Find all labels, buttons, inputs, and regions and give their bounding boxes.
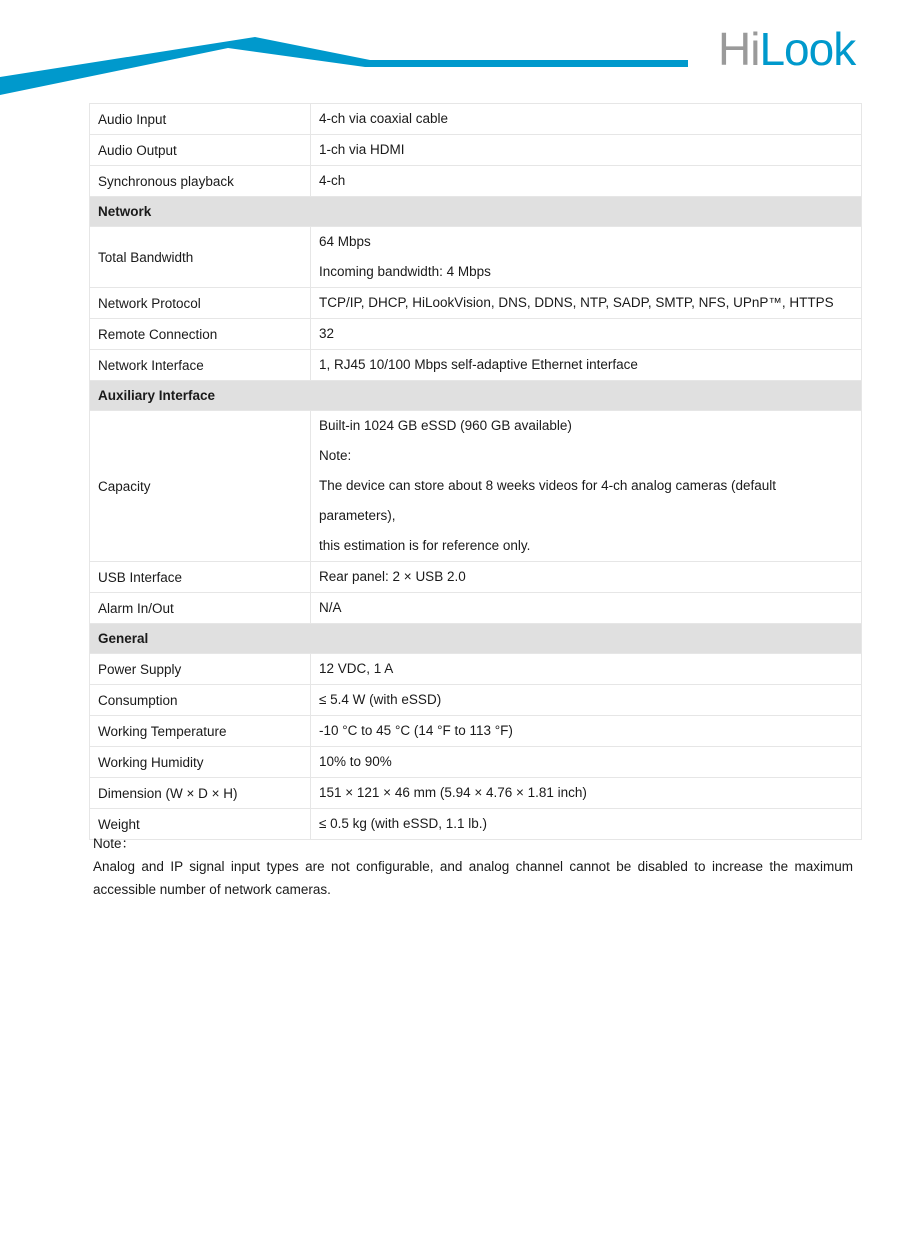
- spec-value-line: 4-ch via coaxial cable: [319, 111, 449, 126]
- spec-table-body: [90, 104, 862, 840]
- note-title: Note：: [93, 836, 136, 851]
- spec-label: Capacity: [90, 411, 311, 562]
- spec-label: Remote Connection: [90, 319, 311, 350]
- spec-value-line: 64 Mbps: [319, 234, 371, 249]
- spec-value: [311, 104, 862, 135]
- spec-value-line: 10% to 90%: [319, 754, 392, 769]
- spec-value-line: this estimation is for reference only.: [319, 538, 531, 553]
- spec-value: [311, 778, 862, 809]
- spec-row: [90, 319, 862, 350]
- spec-label: Total Bandwidth: [90, 227, 311, 288]
- spec-value: [311, 166, 862, 197]
- spec-label: Dimension (W × D × H): [90, 778, 311, 809]
- section-title: General: [90, 624, 862, 654]
- spec-value-line: 1, RJ45 10/100 Mbps self-adaptive Ethernet interface: [319, 357, 638, 372]
- spec-value: [311, 716, 862, 747]
- spec-value-line: 151 × 121 × 46 mm (5.94 × 4.76 × 1.81 inch): [319, 785, 587, 800]
- spec-label: Network Protocol: [90, 288, 311, 319]
- footnote: [93, 832, 853, 901]
- section-title: Network: [90, 197, 862, 227]
- logo-look: Look: [759, 23, 856, 75]
- spec-value-line: Incoming bandwidth: 4 Mbps: [319, 264, 491, 279]
- spec-label: Audio Output: [90, 135, 311, 166]
- spec-table: [89, 103, 862, 840]
- spec-label: Working Temperature: [90, 716, 311, 747]
- logo-hi: Hi: [718, 23, 760, 75]
- spec-value-line: N/A: [319, 600, 342, 615]
- spec-row: [90, 227, 862, 288]
- section-title: Auxiliary Interface: [90, 381, 862, 411]
- spec-row: [90, 350, 862, 381]
- spec-row: [90, 685, 862, 716]
- spec-value: [311, 654, 862, 685]
- spec-value-line: TCP/IP, DHCP, HiLookVision, DNS, DDNS, NTP, SADP, SMTP, NFS, UPnP™, HTTPS: [319, 295, 834, 310]
- spec-label: Synchronous playback: [90, 166, 311, 197]
- section-header-row: [90, 381, 862, 411]
- spec-row: [90, 747, 862, 778]
- spec-label: Alarm In/Out: [90, 593, 311, 624]
- spec-row: [90, 716, 862, 747]
- note-text: Analog and IP signal input types are not configurable, and analog channel cannot be disabled to increase the maximum accessible number of network cameras.: [93, 859, 853, 897]
- spec-value-line: -10 °C to 45 °C (14 °F to 113 °F): [319, 723, 513, 738]
- spec-value-line: 1-ch via HDMI: [319, 142, 405, 157]
- spec-label: Audio Input: [90, 104, 311, 135]
- spec-label: Weight: [90, 809, 311, 840]
- spec-label: Consumption: [90, 685, 311, 716]
- spec-value: [311, 685, 862, 716]
- spec-label: Working Humidity: [90, 747, 311, 778]
- spec-value-line: Rear panel: 2 × USB 2.0: [319, 569, 466, 584]
- spec-value: [311, 350, 862, 381]
- spec-value: [311, 135, 862, 166]
- spec-label: USB Interface: [90, 562, 311, 593]
- spec-value-line: 12 VDC, 1 A: [319, 661, 394, 676]
- spec-value-line: Built-in 1024 GB eSSD (960 GB available): [319, 418, 572, 433]
- spec-row: [90, 593, 862, 624]
- spec-row: [90, 104, 862, 135]
- spec-value-line: ≤ 5.4 W (with eSSD): [319, 692, 442, 707]
- spec-value-line: ≤ 0.5 kg (with eSSD, 1.1 lb.): [319, 816, 487, 831]
- spec-label: Power Supply: [90, 654, 311, 685]
- spec-value: [311, 319, 862, 350]
- spec-value: [311, 227, 862, 288]
- spec-row: [90, 411, 862, 562]
- spec-row: [90, 166, 862, 197]
- spec-label: Network Interface: [90, 350, 311, 381]
- spec-value: [311, 411, 862, 562]
- spec-row: [90, 654, 862, 685]
- spec-value-line: 4-ch: [319, 173, 346, 188]
- spec-value: [311, 288, 862, 319]
- banner-swoosh-shape: [0, 37, 688, 95]
- spec-row: [90, 778, 862, 809]
- spec-row: [90, 288, 862, 319]
- spec-value-line: Note:: [319, 448, 352, 463]
- section-header-row: [90, 197, 862, 227]
- spec-value-line: 32: [319, 326, 335, 341]
- section-header-row: [90, 624, 862, 654]
- spec-row: [90, 135, 862, 166]
- spec-value: [311, 562, 862, 593]
- spec-row: [90, 562, 862, 593]
- spec-value-line: The device can store about 8 weeks videos for 4-ch analog cameras (default parameters),: [319, 478, 777, 523]
- spec-value: [311, 593, 862, 624]
- hilook-logo: [718, 23, 856, 75]
- spec-value: [311, 747, 862, 778]
